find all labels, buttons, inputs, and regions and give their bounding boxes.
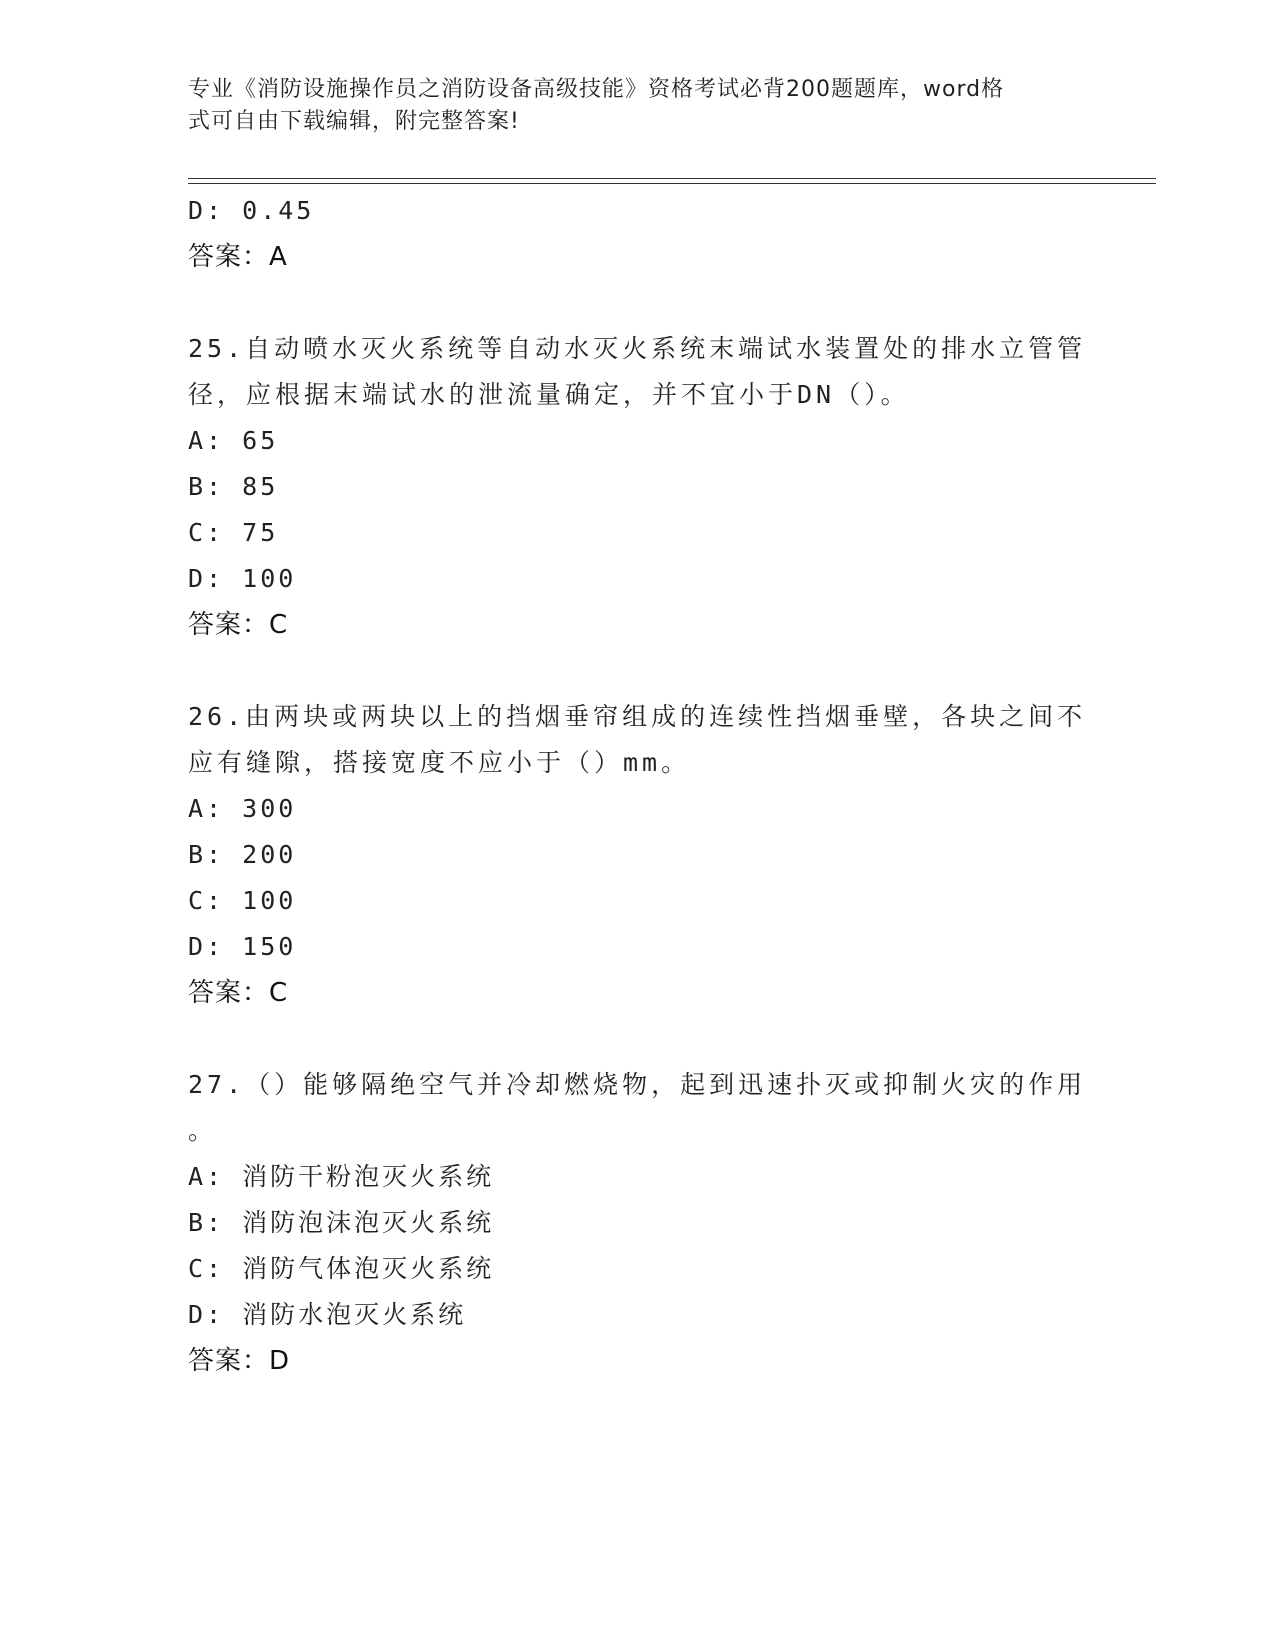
answer-line: 答案：D (188, 1346, 291, 1376)
header-divider-bottom (188, 183, 1156, 184)
question-text-cont: 。 (188, 1116, 218, 1145)
option-d: D: 消防水泡灭火系统 (188, 1300, 467, 1329)
answer-line: 答案：C (188, 610, 289, 640)
option-c: C: 100 (188, 886, 297, 915)
answer-line: 答案：C (188, 978, 289, 1008)
question-26 (188, 694, 1088, 1016)
question-text: 26.由两块或两块以上的挡烟垂帘组成的连续性挡烟垂壁，各块之间不 (188, 702, 1087, 731)
document-header (188, 74, 1068, 138)
option-d: D: 0.45 (188, 196, 315, 225)
question-text-cont: 径，应根据末端试水的泄流量确定，并不宜小于DN（）。 (188, 380, 910, 409)
header-line-1: 专业《消防设施操作员之消防设备高级技能》资格考试必背200题题库，word格 (188, 77, 1005, 102)
question-27 (188, 1062, 1088, 1384)
question-list (188, 188, 1088, 1384)
option-d: D: 150 (188, 932, 297, 961)
option-b: B: 消防泡沫泡灭火系统 (188, 1208, 495, 1237)
option-a: A: 消防干粉泡灭火系统 (188, 1162, 495, 1191)
option-d: D: 100 (188, 564, 297, 593)
header-divider-top (188, 178, 1156, 179)
option-a: A: 65 (188, 426, 279, 455)
question-25 (188, 326, 1088, 648)
option-a: A: 300 (188, 794, 297, 823)
header-line-2: 式可自由下载编辑，附完整答案! (188, 109, 520, 134)
option-c: C: 消防气体泡灭火系统 (188, 1254, 495, 1283)
option-c: C: 75 (188, 518, 279, 547)
option-b: B: 85 (188, 472, 279, 501)
answer-line: 答案：A (188, 242, 288, 272)
question-text-cont: 应有缝隙，搭接宽度不应小于（）mm。 (188, 748, 691, 777)
question-text: 25.自动喷水灭火系统等自动水灭火系统末端试水装置处的排水立管管 (188, 334, 1087, 363)
question-text: 27.（）能够隔绝空气并冷却燃烧物，起到迅速扑灭或抑制火灾的作用 (188, 1070, 1087, 1099)
option-b: B: 200 (188, 840, 297, 869)
